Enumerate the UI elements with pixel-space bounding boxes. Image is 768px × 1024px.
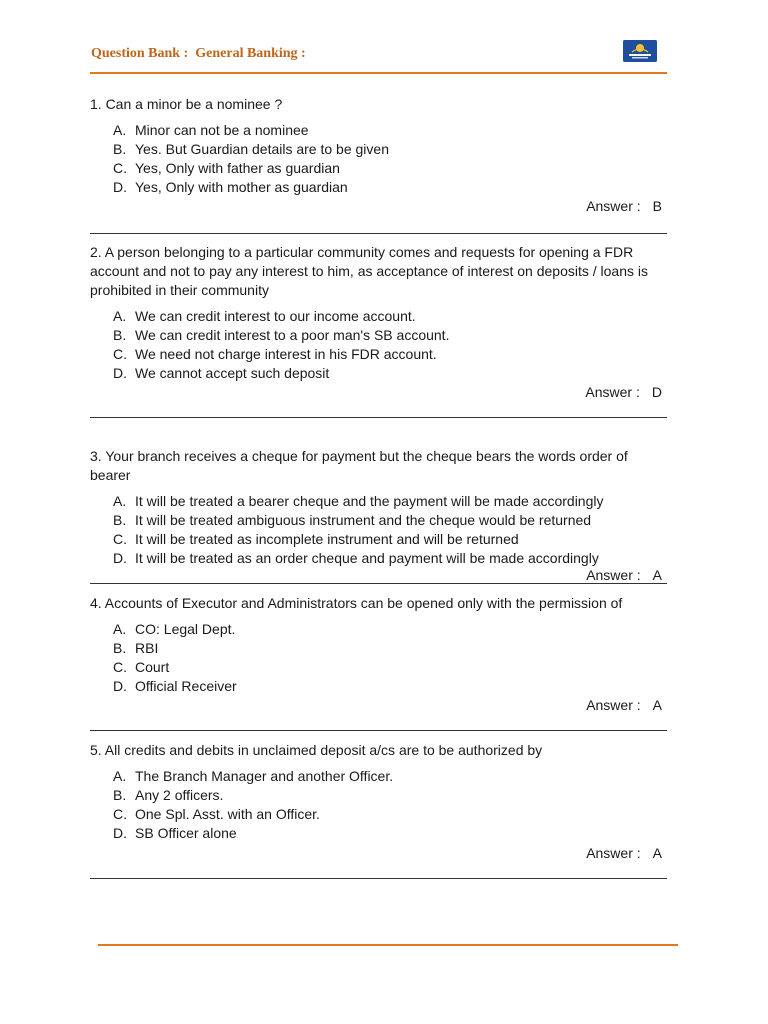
option-text: Yes, Only with mother as guardian — [135, 179, 348, 195]
option-text: We need not charge interest in his FDR account. — [135, 346, 437, 362]
option-text: Minor can not be a nominee — [135, 122, 309, 138]
option-a — [113, 121, 670, 140]
option-d — [113, 677, 670, 696]
question-1 — [90, 95, 670, 216]
option-letter: B. — [113, 787, 127, 803]
option-c — [113, 658, 670, 677]
question-2 — [90, 243, 670, 402]
option-letter: C. — [113, 659, 127, 675]
question-stem: 4. Accounts of Executor and Administrators can be opened only with the permission of — [90, 595, 623, 611]
option-b — [113, 326, 670, 345]
question-stem: 5. All credits and debits in unclaimed deposit a/cs are to be authorized by — [90, 742, 543, 758]
options-list — [113, 121, 670, 197]
option-text: We can credit interest to a poor man's SB account. — [135, 327, 450, 343]
page-title: Question Bank : General Banking : — [91, 46, 306, 61]
answer-label: Answer : — [586, 198, 641, 214]
question-divider — [90, 583, 667, 584]
question-3 — [90, 447, 670, 585]
options-list — [113, 767, 670, 843]
question-divider — [90, 878, 667, 879]
option-c — [113, 530, 670, 549]
option-b — [113, 639, 670, 658]
option-text: SB Officer alone — [135, 825, 237, 841]
options-list — [113, 620, 670, 696]
option-b — [113, 511, 670, 530]
option-text: Yes. But Guardian details are to be given — [135, 141, 389, 157]
option-c — [113, 159, 670, 178]
option-text: It will be treated as an order cheque and payment will be made accordingly — [135, 550, 599, 566]
option-letter: A. — [113, 308, 127, 324]
option-text: RBI — [135, 640, 159, 656]
options-list — [113, 307, 670, 383]
question-divider — [90, 233, 667, 234]
option-letter: A. — [113, 493, 127, 509]
option-letter: B. — [113, 512, 127, 528]
question-stem: 1. Can a minor be a nominee ? — [90, 96, 283, 112]
option-a — [113, 307, 670, 326]
answer-label: Answer : — [586, 845, 641, 861]
option-c — [113, 805, 670, 824]
option-letter: A. — [113, 621, 127, 637]
option-text: Any 2 officers. — [135, 787, 224, 803]
option-b — [113, 786, 670, 805]
option-text: One Spl. Asst. with an Officer. — [135, 806, 320, 822]
option-text: We cannot accept such deposit — [135, 365, 330, 381]
option-text: The Branch Manager and another Officer. — [135, 768, 394, 784]
answer-value: B — [652, 198, 662, 214]
option-text: CO: Legal Dept. — [135, 621, 236, 637]
option-c — [113, 345, 670, 364]
option-b — [113, 140, 670, 159]
option-letter: A. — [113, 122, 127, 138]
option-text: Official Receiver — [135, 678, 237, 694]
answer-row — [90, 383, 670, 402]
answer-label: Answer : — [586, 567, 641, 583]
option-text: Yes, Only with father as guardian — [135, 160, 340, 176]
answer-row — [90, 696, 670, 715]
answer-label: Answer : — [586, 697, 641, 713]
answer-row — [90, 844, 670, 863]
bank-logo — [623, 40, 657, 62]
option-text: It will be treated ambiguous instrument and the cheque would be returned — [135, 512, 592, 528]
question-divider — [90, 417, 667, 418]
option-letter: B. — [113, 141, 127, 157]
option-text: We can credit interest to our income account. — [135, 308, 416, 324]
answer-label: Answer : — [585, 384, 640, 400]
option-letter: B. — [113, 640, 127, 656]
question-stem: 3. Your branch receives a cheque for payment but the cheque bears the words order of bearer — [90, 448, 628, 483]
option-letter: C. — [113, 531, 127, 547]
question-divider — [90, 730, 667, 731]
answer-value: A — [652, 697, 662, 713]
answer-value: D — [651, 384, 662, 400]
answer-value: A — [652, 567, 662, 583]
option-letter: C. — [113, 346, 127, 362]
option-d — [113, 824, 670, 843]
option-letter: D. — [113, 365, 127, 381]
option-a — [113, 492, 670, 511]
option-letter: D. — [113, 678, 127, 694]
page-header — [90, 46, 667, 74]
option-letter: C. — [113, 806, 127, 822]
option-letter: D. — [113, 550, 127, 566]
options-list — [113, 492, 670, 568]
option-a — [113, 767, 670, 786]
option-letter: D. — [113, 825, 127, 841]
option-d — [113, 364, 670, 383]
option-letter: A. — [113, 768, 127, 784]
option-letter: C. — [113, 160, 127, 176]
option-d — [113, 178, 670, 197]
option-letter: B. — [113, 327, 127, 343]
footer-rule — [98, 944, 678, 946]
option-text: It will be treated as incomplete instrument and will be returned — [135, 531, 519, 547]
question-5 — [90, 741, 670, 863]
option-text: Court — [135, 659, 170, 675]
question-4 — [90, 594, 670, 715]
option-letter: D. — [113, 179, 127, 195]
answer-value: A — [652, 845, 662, 861]
answer-row — [90, 197, 670, 216]
question-stem: 2. A person belonging to a particular community comes and requests for opening a FDR account and not to pay any interest to him, as acceptance of interest on deposits / loans is prohibited in their community — [90, 244, 648, 298]
option-a — [113, 620, 670, 639]
option-text: It will be treated a bearer cheque and the payment will be made accordingly — [135, 493, 604, 509]
